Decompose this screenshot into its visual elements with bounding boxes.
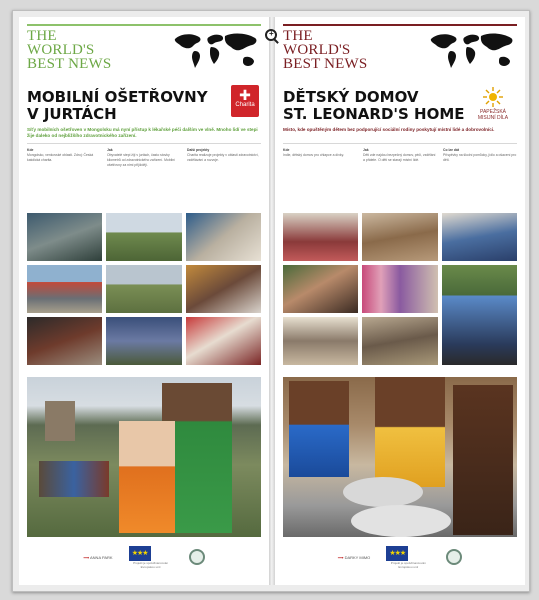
shed — [45, 401, 75, 441]
right-photo-grid — [283, 213, 517, 365]
photo-thumbnail[interactable] — [27, 317, 102, 365]
brand-line: BEST NEWS — [27, 56, 112, 72]
left-article-title — [27, 89, 208, 123]
column-text: Příspěvky na školní pomůcky, jídlo a ošacení pro děti. — [443, 153, 517, 162]
photo-thumbnail[interactable] — [186, 317, 261, 365]
left-info-columns — [27, 143, 261, 205]
left-main-photo[interactable] — [27, 377, 261, 537]
info-column — [283, 148, 357, 205]
photo-thumbnail[interactable] — [106, 213, 181, 261]
sponsor-logo: ⟶ DARKY MIMO — [337, 554, 371, 560]
caritas-logo — [231, 85, 259, 117]
info-column — [187, 148, 261, 205]
brand-line: THE — [27, 28, 57, 44]
brand-line: THE — [283, 28, 313, 44]
right-main-photo[interactable] — [283, 377, 517, 537]
column-heading: Další projekty — [187, 148, 210, 152]
left-photo-grid — [27, 213, 261, 365]
sponsor-name: ANNA PARK — [90, 554, 113, 560]
right-lead-text: Místo, kde opuštěným dětem bez podporující sociální rodiny poskytují místní lidé a dobrovolníci. — [283, 127, 495, 132]
eu-block — [129, 546, 173, 569]
column-text: Děti zde najdou bezpečný domov, péči, vzdělání a přátele. O děti se starají místní lidé. — [363, 153, 436, 162]
caritas-logo-text: Charita — [235, 102, 255, 108]
right-article-title — [283, 89, 465, 123]
photo-thumbnail[interactable] — [27, 213, 102, 261]
eu-flag-icon: ★★★ — [386, 546, 408, 561]
left-brand — [27, 29, 111, 71]
child-figure — [453, 385, 513, 535]
sponsor-name: DARKY MIMO — [344, 554, 371, 560]
info-column — [27, 148, 101, 205]
photo-thumbnail[interactable] — [362, 317, 437, 365]
eu-block — [386, 546, 430, 569]
column-heading: Jak — [107, 148, 113, 152]
column-text: Obyvatelé stepi žijí v jurtách, často stovky kilometrů od zdravotnického zařízení. Mobilní ošetřovny za nimi přijíždějí. — [107, 153, 176, 167]
title-line: MOBILNÍ OŠETŘOVNY — [27, 88, 208, 106]
photo-thumbnail[interactable] — [283, 213, 358, 261]
photo-thumbnail[interactable] — [283, 265, 358, 313]
seated-people — [39, 461, 109, 497]
magazine-spread — [12, 10, 530, 592]
plate — [343, 477, 423, 507]
right-brand — [283, 29, 367, 71]
eu-label: Projekt je spolufinancován Evropskou unií — [390, 560, 426, 569]
left-top-rule — [27, 24, 261, 26]
eu-label: Projekt je spolufinancován Evropskou unií — [133, 560, 169, 569]
zoom-in-icon[interactable]: + — [265, 29, 277, 41]
left-lead-text: Síťy mobilních ošetřoven v Mongolsku má nyní přístup k lékařské péči dalším ve vlně. Mnoho lidí ve stepi žije daleko od nejbližšího zdravotnického zařízení. — [27, 127, 258, 138]
right-footer — [275, 545, 525, 569]
cross-icon: ✚ — [239, 87, 251, 103]
title-line: ST. LEONARD'S HOME — [283, 105, 465, 123]
column-text: Mongolsko, venkovské oblasti. Zdroj: Česká katolická charita. — [27, 153, 94, 162]
column-text: Charita realizuje projekty v oblasti zdravotnictví, vzdělávání a rozvoje. — [187, 153, 259, 162]
right-info-columns — [283, 143, 517, 205]
photo-thumbnail[interactable] — [186, 213, 261, 261]
seal-icon — [189, 549, 205, 565]
photo-thumbnail[interactable] — [362, 213, 437, 261]
child-figure — [119, 421, 175, 533]
column-heading: Co lze dát — [443, 148, 460, 152]
left-footer — [19, 545, 269, 569]
photo-thumbnail[interactable] — [283, 317, 358, 365]
plate — [351, 505, 451, 537]
right-page — [275, 17, 525, 585]
world-map-icon — [169, 29, 261, 73]
column-text: Indie, dětský domov pro chlapce a dívky. — [283, 153, 344, 157]
eu-flag-icon: ★★★ — [129, 546, 151, 561]
sponsor-logo: ⟶ ANNA PARK — [83, 554, 113, 560]
brand-line: WORLD'S — [283, 42, 351, 58]
photo-thumbnail[interactable] — [106, 265, 181, 313]
brand-line: WORLD'S — [27, 42, 95, 58]
column-heading: Kde — [283, 148, 290, 152]
left-page — [19, 17, 269, 585]
photo-thumbnail[interactable] — [106, 317, 181, 365]
boy-figure — [289, 381, 349, 477]
info-column — [363, 148, 437, 205]
photo-thumbnail[interactable] — [27, 265, 102, 313]
info-column — [443, 148, 517, 205]
world-map-icon — [425, 29, 517, 73]
title-line: V JURTÁCH — [27, 105, 117, 123]
girl-figure — [375, 377, 445, 487]
title-line: DĚTSKÝ DOMOV — [283, 88, 419, 106]
right-top-rule — [283, 24, 517, 26]
column-heading: Jak — [363, 148, 369, 152]
brand-line: BEST NEWS — [283, 56, 368, 72]
photo-thumbnail[interactable] — [362, 265, 437, 313]
seal-icon — [446, 549, 462, 565]
sun-icon — [483, 87, 503, 107]
pmd-logo-text: PAPEŽSKÁ MISIJNÍ DÍLA — [477, 109, 509, 121]
info-column — [107, 148, 181, 205]
pmd-logo — [471, 87, 515, 121]
photo-thumbnail[interactable] — [442, 213, 517, 261]
photo-thumbnail[interactable] — [186, 265, 261, 313]
column-heading: Kde — [27, 148, 34, 152]
photo-thumbnail[interactable] — [442, 265, 517, 365]
